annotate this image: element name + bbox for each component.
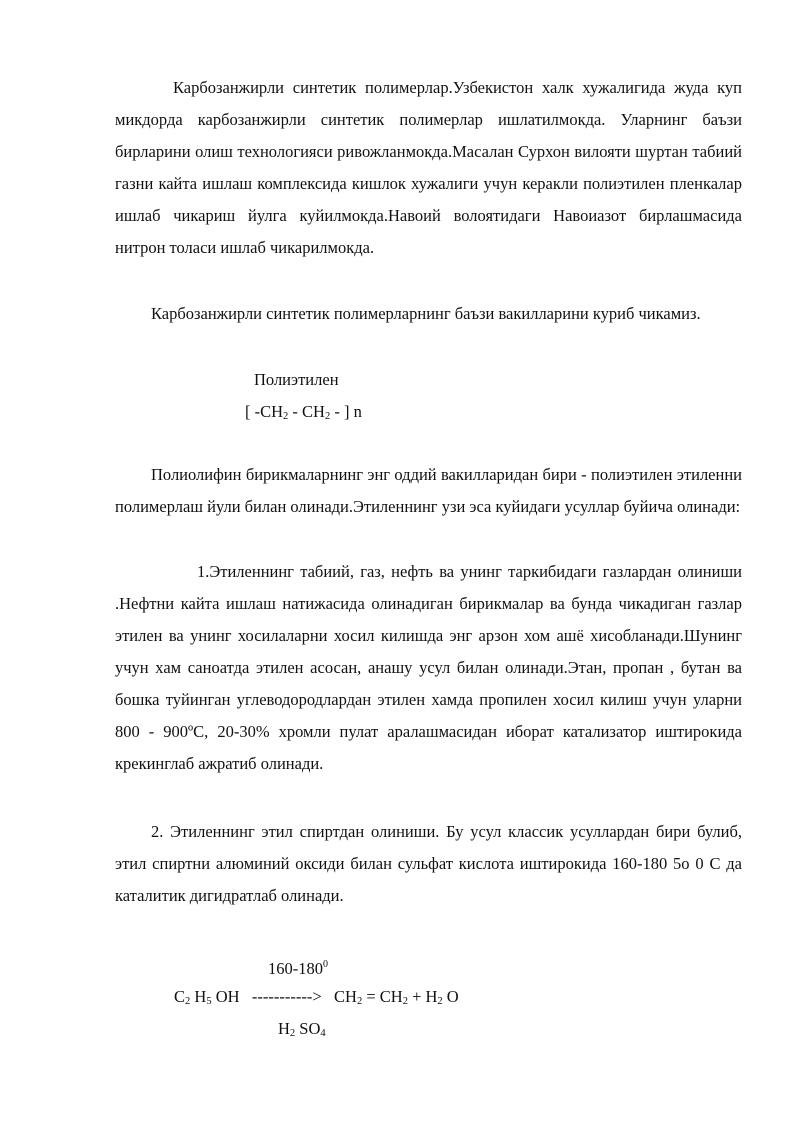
formula-part: H <box>190 987 207 1006</box>
formula-part: - CH <box>288 402 325 421</box>
paragraph-polyolefin: Полиолифин бирикмаларнинг энг оддий вакилларидан бири - полиэтилен этиленни полимерлаш йули билан олинади.Этиленнинг узи эса куйидаги усуллар буйича олинади: <box>115 465 742 516</box>
formula-part: SO <box>295 1019 321 1038</box>
formula-part: CH <box>334 987 357 1006</box>
paragraph-method-2: 2. Этиленнинг этил спиртдан олиниши. Бу усул классик усуллардан бири булиб, этил спиртни алюминий оксиди билан сульфат кислота иштирокида 160-180 5о 0 С да каталитик дигидратлаб олинади. <box>115 822 742 905</box>
formula-subscript: 2 <box>283 411 289 422</box>
reaction-temperature <box>268 955 328 979</box>
reaction-catalyst <box>278 1019 326 1044</box>
formula-subscript: 4 <box>320 1028 326 1039</box>
formula-part: OH <box>211 987 240 1006</box>
formula-part: = CH <box>362 987 403 1006</box>
formula-part: C <box>174 987 186 1006</box>
formula-subscript: 2 <box>185 996 191 1007</box>
formula-subscript: 2 <box>402 996 408 1007</box>
formula-subscript: 2 <box>356 996 363 1007</box>
formula-subscript: 2 <box>437 996 443 1007</box>
formula-part: H <box>278 1019 290 1038</box>
formula-part: - ] n <box>330 402 362 421</box>
paragraph-method-1: 1.Этиленнинг табиий, газ, нефть ва унинг таркибидаги газлардан олиниши .Нефтни кайта ишлаш натижасида олинадиган бирикмалар ва бунда чикадиган газлар этилен ва унинг хосилаларни хосил килишда энг арзон хом ашё хисобланади.Шунинг учун хам саноатда этилен асосан, анашу усул билан олинади.Этан, пропан , бутан ва бошка туйинган углеводородлардан этилен хамда пропилен хосил килиш учун уларни 800 - 900ºС, 20-30% хромли пулат аралашмасидан иборат катализатор иштирокида крекинглаб ажратиб олинади. <box>115 562 742 773</box>
formula-part: O <box>442 987 459 1006</box>
paragraph-intro: Карбозанжирли синтетик полимерлар.Узбекистон халк хужалигида жуда куп микдорда карбозанжирли синтетик полимерлар ишлатилмокда. Уларнинг баъзи бирларини олиш технологияси ривожланмокда.Масалан Сурхон вилояти шуртан табиий газни кайта ишлаш комплексида кишлок хужалиги учун керакли полиэтилен пленкалар ишлаб чикариш йулга куйилмокда.Навоий волоятидаги Навоиазот бирлашмасида нитрон толаси ишлаб чикарилмокда. <box>115 78 742 257</box>
formula-subscript: 5 <box>206 996 212 1007</box>
reaction-equation <box>174 987 459 1012</box>
formula-subscript: 2 <box>324 411 331 422</box>
formula-subscript: 2 <box>289 1028 296 1039</box>
temperature-value: 160-180 <box>268 959 323 978</box>
polyethylene-formula <box>245 402 362 427</box>
paragraph-overview: Карбозанжирли синтетик полимерларнинг баъзи вакилларини куриб чикамиз. <box>151 304 701 323</box>
reaction-arrow: -----------> <box>251 987 322 1006</box>
polyethylene-title: Полиэтилен <box>254 370 339 389</box>
formula-part: [ -CH <box>245 402 284 421</box>
temperature-degree: 0 <box>323 959 328 970</box>
formula-part: + H <box>407 987 438 1006</box>
